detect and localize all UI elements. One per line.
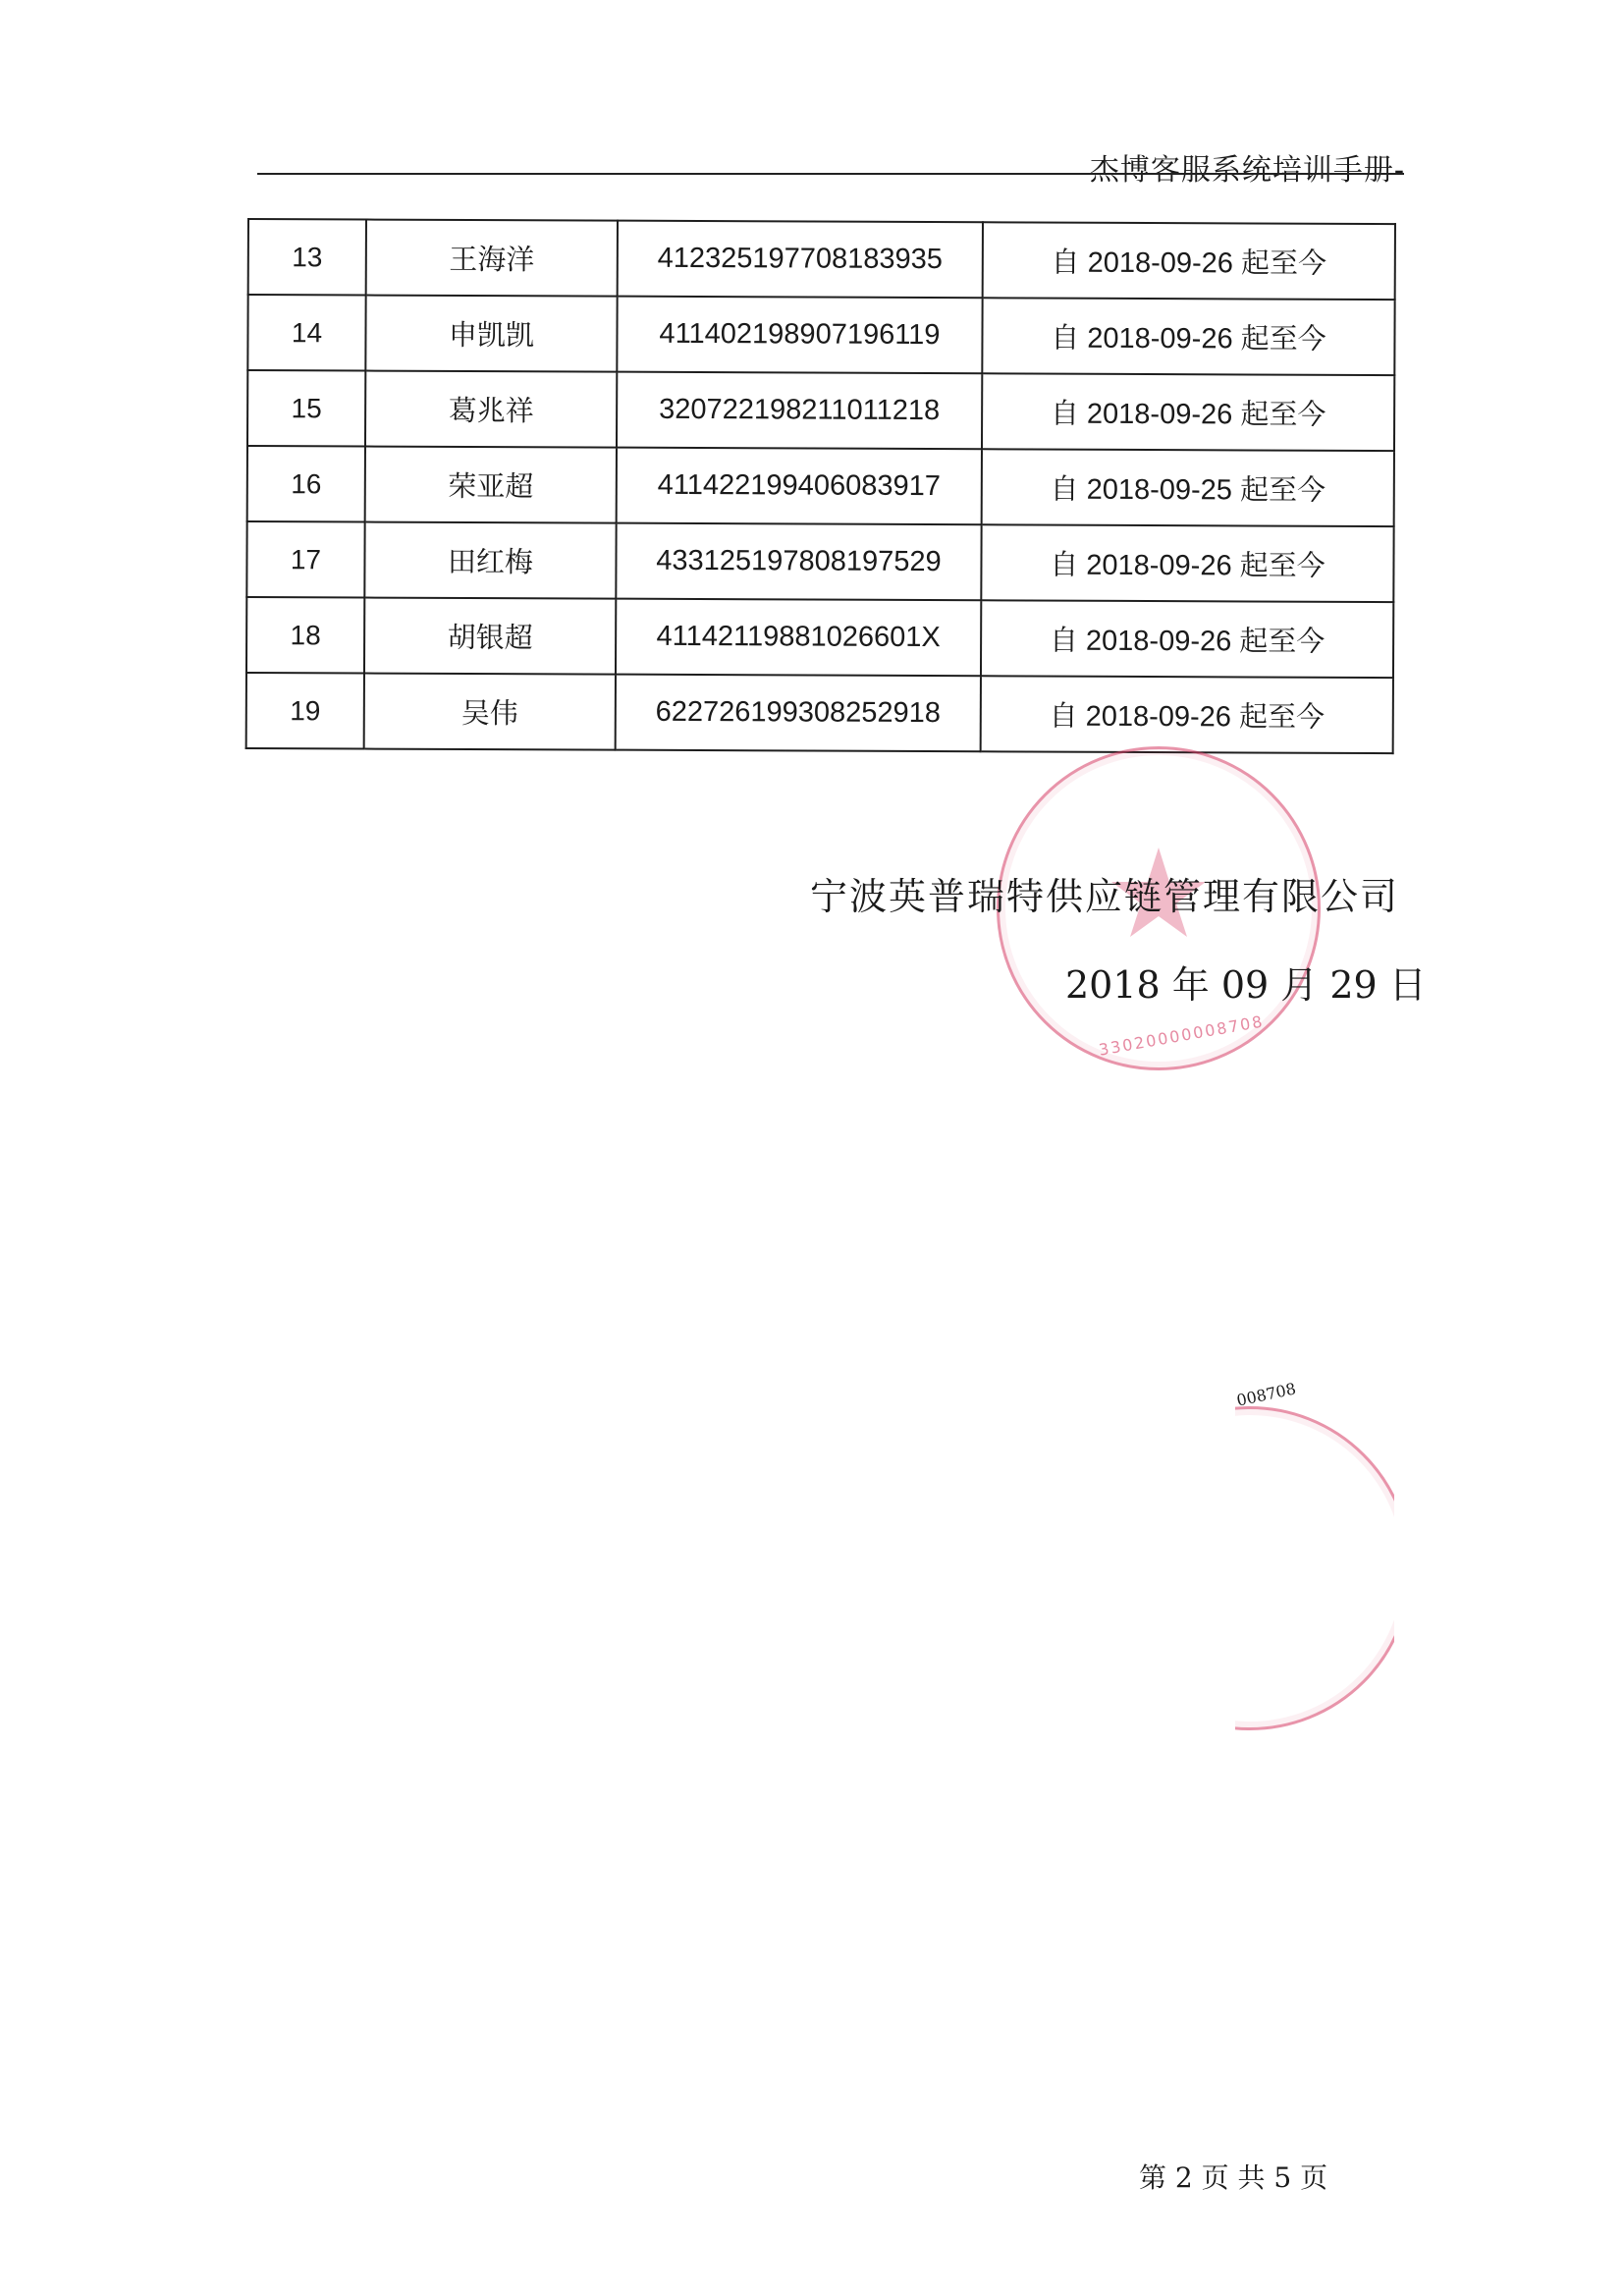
row-name: 荣亚超: [365, 447, 617, 523]
row-index: 17: [246, 521, 364, 598]
row-index: 13: [248, 219, 366, 296]
row-name: 田红梅: [364, 522, 616, 599]
row-index: 18: [246, 597, 364, 674]
row-name: 吴伟: [364, 674, 616, 750]
header-divider: [257, 173, 1404, 175]
row-name: 王海洋: [366, 220, 618, 297]
table-row: [247, 370, 1394, 451]
row-name: 申凯凯: [365, 296, 617, 372]
row-period: 自 2018-09-26 起至今: [982, 298, 1394, 375]
row-index: 16: [247, 446, 365, 522]
row-id-number: 433125197808197529: [616, 523, 981, 601]
row-id-number: 411402198907196119: [617, 297, 982, 374]
table-row: [246, 597, 1393, 678]
row-id-number: 412325197708183935: [618, 221, 983, 299]
company-name: 宁波英普瑞特供应链管理有限公司: [810, 875, 1400, 918]
row-id-number: 320722198211011218: [617, 372, 982, 450]
page-seam-seal: [1235, 1375, 1394, 1768]
row-period: 自 2018-09-25 起至今: [982, 449, 1394, 526]
row-id-number: 622726199308252918: [616, 675, 981, 752]
header-title: 杰博客服系统培训手册-: [1089, 153, 1405, 188]
row-id-number: 411422199406083917: [617, 448, 982, 525]
row-period: 自 2018-09-26 起至今: [981, 600, 1393, 678]
row-id-number: 41142119881026601X: [616, 599, 981, 677]
row-period: 自 2018-09-26 起至今: [981, 676, 1393, 753]
seal-half-icon: [1235, 1406, 1394, 1730]
sign-date: 2018 年 09 月 29 日: [1065, 963, 1427, 1007]
row-period: 自 2018-09-26 起至今: [982, 373, 1394, 451]
table-row: [246, 673, 1393, 753]
row-index: 14: [247, 295, 365, 371]
row-period: 自 2018-09-26 起至今: [983, 222, 1395, 300]
page-number: 第 2 页 共 5 页: [1139, 2161, 1328, 2194]
table-row: [247, 295, 1394, 375]
row-name: 胡银超: [364, 598, 616, 675]
table-row: [246, 521, 1393, 602]
row-period: 自 2018-09-26 起至今: [981, 524, 1393, 602]
personnel-table: [245, 218, 1396, 754]
seal-number: 33020000008708: [1097, 1011, 1266, 1060]
table-row: [247, 446, 1394, 526]
row-index: 19: [246, 673, 364, 749]
row-name: 葛兆祥: [365, 371, 617, 448]
row-index: 15: [247, 370, 365, 447]
seam-seal-number: 008708: [1235, 1379, 1298, 1410]
table-row: [248, 219, 1395, 300]
